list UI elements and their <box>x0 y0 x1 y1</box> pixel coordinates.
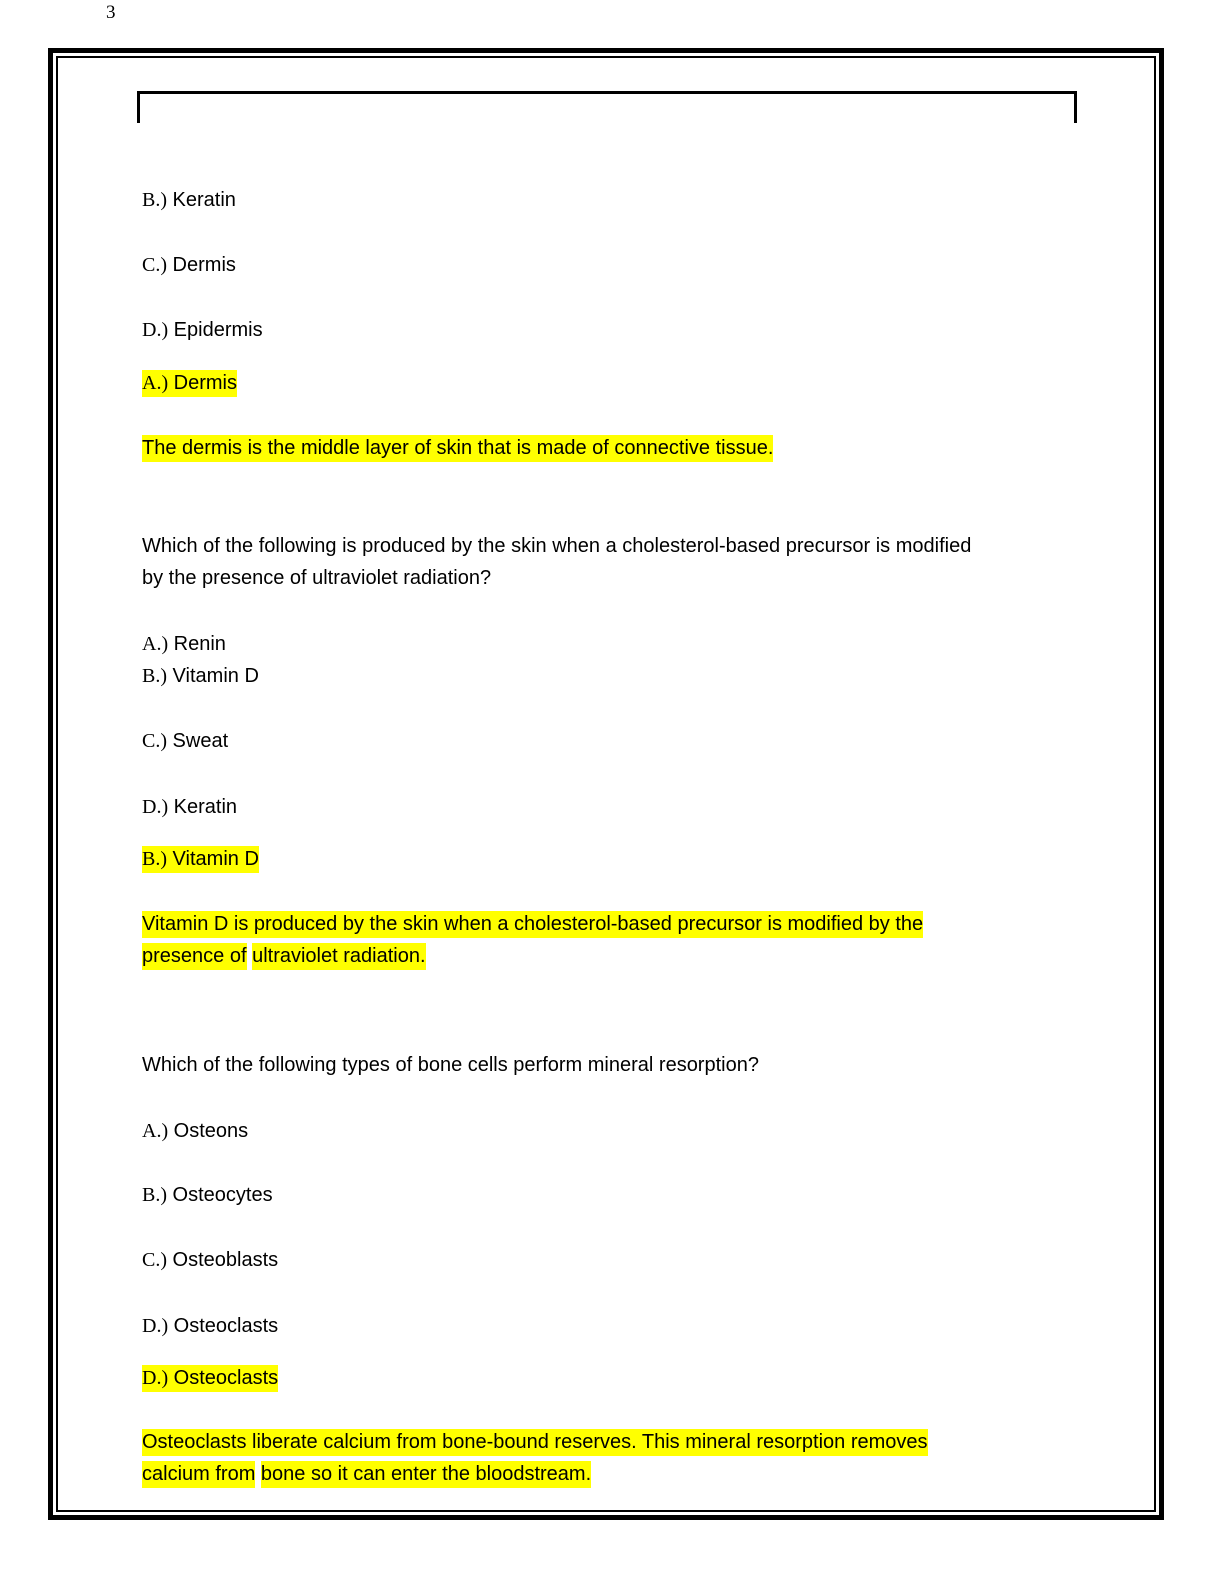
q2-explanation-line-2: presence of ultraviolet radiation. <box>142 944 426 968</box>
q2-question-line-1: Which of the following is produced by the skin when a cholesterol-based precursor is modified <box>142 535 972 557</box>
q1-answer: A.) Dermis <box>142 371 237 395</box>
header-bracket <box>137 91 1077 123</box>
q2-option-d: D.) Keratin <box>142 796 238 818</box>
q2-option-a: A.) Renin <box>142 633 226 655</box>
q2-option-c: C.) Sweat <box>142 730 229 752</box>
q3-option-c: C.) Osteoblasts <box>142 1249 279 1271</box>
page-number: 3 <box>106 2 116 23</box>
q2-explanation-line-1: Vitamin D is produced by the skin when a cholesterol-based precursor is modified by the <box>142 912 923 936</box>
q3-option-a: A.) Osteons <box>142 1120 249 1142</box>
q2-question-line-2: by the presence of ultraviolet radiation? <box>142 567 492 589</box>
q1-option-c: C.) Dermis <box>142 254 236 276</box>
q3-explanation-line-2: calcium from bone so it can enter the bloodstream. <box>142 1462 591 1486</box>
q2-answer: B.) Vitamin D <box>142 847 259 871</box>
q1-option-d: D.) Epidermis <box>142 319 263 341</box>
q3-answer: D.) Osteoclasts <box>142 1366 278 1390</box>
q3-question: Which of the following types of bone cells perform mineral resorption? <box>142 1054 759 1076</box>
q1-option-b: B.) Keratin <box>142 189 236 211</box>
q1-explanation: The dermis is the middle layer of skin that is made of connective tissue. <box>142 436 773 460</box>
q3-option-b: B.) Osteocytes <box>142 1184 273 1206</box>
q3-option-d: D.) Osteoclasts <box>142 1315 279 1337</box>
q3-explanation-line-1: Osteoclasts liberate calcium from bone-bound reserves. This mineral resorption removes <box>142 1430 928 1454</box>
q2-option-b: B.) Vitamin D <box>142 665 259 687</box>
